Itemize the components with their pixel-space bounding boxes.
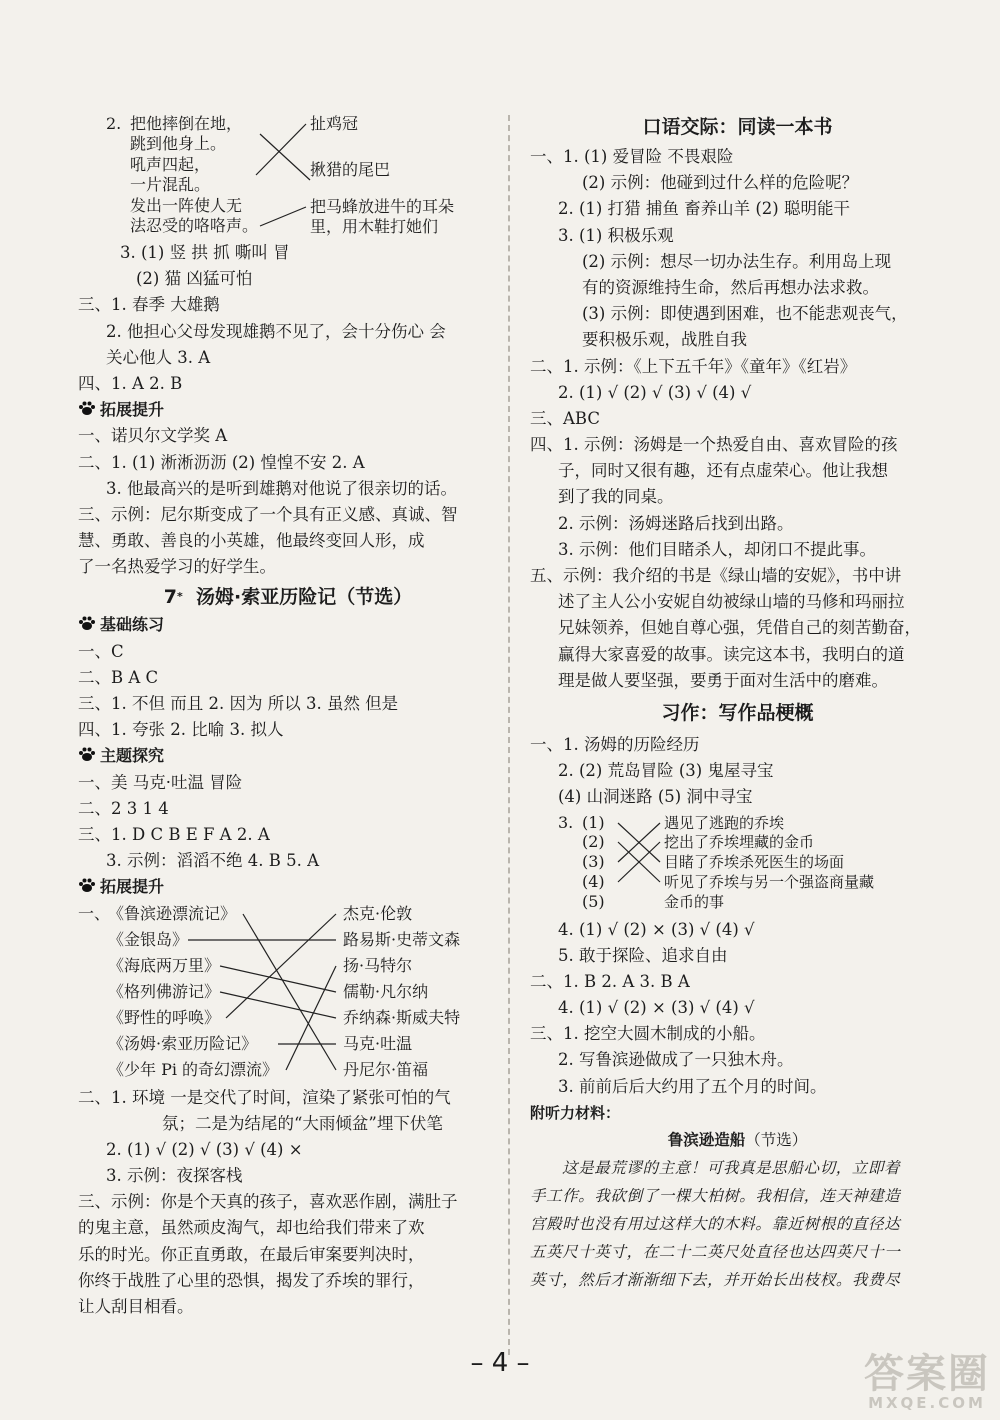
q2-right-item: 扯鸡冠 bbox=[310, 114, 359, 133]
book-item: 《野性的呼唤》 bbox=[108, 1007, 221, 1027]
answer-line: (4) 山洞迷路 (5) 洞中寻宝 bbox=[558, 787, 753, 807]
column-divider bbox=[508, 115, 510, 1355]
q2-left-item: 发出一阵使人无 bbox=[130, 196, 243, 215]
q3-event: 挖出了乔埃埋藏的金币 bbox=[664, 832, 815, 851]
answer-line: 三、ABC bbox=[530, 408, 600, 428]
q3-label: 3. bbox=[558, 812, 574, 832]
lesson-optional-mark: * bbox=[177, 590, 183, 604]
answer-line: 子，同时又很有趣，还有点虚荣心。他让我想 bbox=[558, 461, 888, 481]
paw-icon bbox=[78, 398, 96, 412]
q2-right-item: 揪猎的尾巴 bbox=[310, 160, 391, 179]
q2-connector-lines bbox=[78, 112, 498, 240]
q2-label: 2. bbox=[106, 114, 122, 133]
author-item: 乔纳森·斯威夫特 bbox=[343, 1007, 461, 1027]
book-author-matching bbox=[78, 901, 498, 1085]
answer-line: 2. (1) √ (2) √ (3) √ (4) √ bbox=[558, 382, 752, 402]
answer-line: 四、1. A 2. B bbox=[78, 373, 183, 393]
answer-line: 3. (1) 竖 拱 抓 嘶叫 冒 bbox=[120, 243, 290, 262]
answer-line: 三、示例：你是个天真的孩子，喜欢恶作剧，满肚子 bbox=[78, 1192, 458, 1212]
book-item: 《汤姆·索亚历险记》 bbox=[108, 1033, 258, 1053]
listening-line: 英寸，然后才渐渐细下去，并开始长出枝杈。我费尽 bbox=[530, 1271, 901, 1289]
matching-exercise-q3 bbox=[530, 811, 945, 917]
author-item: 马克·吐温 bbox=[343, 1033, 413, 1053]
author-item: 扬·马特尔 bbox=[343, 955, 413, 975]
book-item: 《金银岛》 bbox=[108, 929, 189, 949]
answer-line: 一、1. 汤姆的历险经历 bbox=[530, 734, 700, 754]
book-item: 《格列佛游记》 bbox=[108, 981, 221, 1001]
author-item: 杰克·伦敦 bbox=[343, 903, 413, 923]
book-item: 《海底两万里》 bbox=[108, 955, 221, 975]
answer-line: 慧、勇敢、善良的小英雄，他最终变回人形，成 bbox=[78, 531, 425, 551]
answer-line: 乐的时光。你正直勇敢，在最后审案要判决时， bbox=[78, 1244, 425, 1264]
right-column bbox=[530, 112, 945, 1294]
section-heading bbox=[78, 743, 498, 769]
q3-event: 金币的事 bbox=[664, 892, 725, 911]
answer-line: 到了我的同桌。 bbox=[558, 487, 674, 507]
author-item: 儒勒·凡尔纳 bbox=[343, 981, 429, 1001]
section-heading bbox=[78, 612, 498, 638]
answer-line: 二、1. 环境 一是交代了时间，渲染了紧张可怕的气 bbox=[78, 1087, 451, 1107]
listening-material-label: 附听力材料： bbox=[530, 1103, 621, 1122]
watermark-url: MXQE.COM bbox=[868, 1394, 986, 1412]
answer-line: 一、诺贝尔文学奖 A bbox=[78, 426, 228, 446]
match-prefix: 一、 bbox=[78, 903, 111, 923]
book-item: 《鲁滨逊漂流记》 bbox=[108, 903, 237, 923]
watermark-logo bbox=[864, 1351, 990, 1412]
book-item: 《少年 Pi 的奇幻漂流》 bbox=[108, 1059, 279, 1079]
answer-line: 2. (1) 打猎 捕鱼 畜养山羊 (2) 聪明能干 bbox=[558, 199, 850, 219]
section-title-writing: 习作：写作品梗概 bbox=[661, 701, 814, 724]
page-number: – 4 – bbox=[470, 1348, 530, 1378]
answer-line: 兄妹领养，但她自尊心强，凭借自己的刻苦勤奋， bbox=[558, 618, 921, 638]
q3-event: 遇见了逃跑的乔埃 bbox=[664, 813, 785, 832]
section-heading-label: 基础练习 bbox=[100, 615, 165, 635]
answer-line: (2) 示例：想尽一切办法生存。利用岛上现 bbox=[582, 251, 892, 271]
answer-line: 二、1. B 2. A 3. B A bbox=[530, 971, 690, 991]
answer-line: 2. (2) 荒岛冒险 (3) 鬼屋寻宝 bbox=[558, 761, 774, 781]
answer-line: 二、1. 示例：《上下五千年》《童年》《红岩》 bbox=[530, 356, 857, 376]
answer-line: 一、C bbox=[78, 641, 124, 661]
answer-line: 理是做人要坚强，要勇于面对生活中的磨难。 bbox=[558, 670, 888, 690]
listening-title-note: （节选） bbox=[745, 1131, 808, 1149]
book-author-connector-lines bbox=[78, 901, 498, 1085]
paw-icon bbox=[78, 875, 96, 889]
answer-line: 的鬼主意，虽然顽皮淘气，却也给我们带来了欢 bbox=[78, 1218, 425, 1238]
answer-line: 一、1. (1) 爱冒险 不畏艰险 bbox=[530, 147, 734, 166]
q3-number: (3) bbox=[582, 851, 605, 871]
author-item: 路易斯·史蒂文森 bbox=[343, 929, 461, 949]
answer-line: 有的资源维持生命，然后再想办法求救。 bbox=[582, 277, 879, 297]
answer-line: 4. (1) √ (2) × (3) √ (4) √ bbox=[558, 919, 755, 939]
answer-line: 氛；二是为结尾的“大雨倾盆”埋下伏笔 bbox=[162, 1113, 443, 1133]
answer-line: 三、示例：尼尔斯变成了一个具有正义感、真诚、智 bbox=[78, 504, 458, 524]
answer-line: 关心他人 3. A bbox=[106, 347, 211, 367]
paw-icon bbox=[78, 744, 96, 758]
answer-line: 二、1. (1) 淅淅沥沥 (2) 惶惶不安 2. A bbox=[78, 452, 365, 472]
answer-line: 二、B A C bbox=[78, 667, 159, 687]
answer-line: (2) 猫 凶猛可怕 bbox=[136, 269, 253, 289]
answer-line: 述了主人公小安妮自幼被绿山墙的马修和玛丽拉 bbox=[558, 592, 905, 612]
paw-icon bbox=[78, 613, 96, 627]
section-title-oral: 口语交际：同读一本书 bbox=[642, 116, 833, 138]
watermark-text: 答案圈 bbox=[864, 1351, 990, 1397]
q3-number: (5) bbox=[582, 891, 605, 911]
listening-title bbox=[530, 1126, 945, 1154]
left-column bbox=[78, 112, 498, 1320]
answer-line: 五、示例：我介绍的书是《绿山墙的安妮》，书中讲 bbox=[530, 566, 902, 585]
section-heading bbox=[78, 874, 498, 900]
matching-exercise-q2 bbox=[78, 112, 498, 240]
answer-line: 三、1. 不但 而且 2. 因为 所以 3. 虽然 但是 bbox=[78, 694, 399, 713]
answer-line: 5. 敢于探险、追求自由 bbox=[558, 945, 728, 965]
q3-event: 目睹了乔埃杀死医生的场面 bbox=[664, 852, 845, 871]
answer-line: 3. 他最高兴的是听到雄鹅对他说了很亲切的话。 bbox=[106, 478, 457, 498]
section-heading bbox=[78, 397, 498, 423]
lesson-title-text: 汤姆·索亚历险记（节选） bbox=[196, 586, 413, 609]
answer-line: 四、1. 示例：汤姆是一个热爱自由、喜欢冒险的孩 bbox=[530, 435, 898, 455]
answer-line: (2) 示例：他碰到过什么样的危险呢？ bbox=[582, 173, 859, 193]
q3-event: 听见了乔埃与另一个强盗商量藏 bbox=[664, 872, 875, 891]
answer-line: 四、1. 夸张 2. 比喻 3. 拟人 bbox=[78, 720, 284, 740]
answer-line: (3) 示例：即使遇到困难，也不能悲观丧气， bbox=[582, 304, 908, 324]
answer-line: 2. 他担心父母发现雄鹅不见了，会十分伤心 会 bbox=[106, 321, 446, 341]
section-heading-label: 拓展提升 bbox=[100, 877, 165, 897]
answer-line: 一、美 马克·吐温 冒险 bbox=[78, 772, 243, 792]
answer-line: 三、1. D C B E F A 2. A bbox=[78, 824, 270, 844]
answer-line: 3. 示例：滔滔不绝 4. B 5. A bbox=[106, 851, 319, 871]
q3-number: (1) bbox=[582, 812, 605, 832]
section-heading-label: 拓展提升 bbox=[100, 400, 165, 420]
answer-line: 二、2 3 1 4 bbox=[78, 798, 169, 818]
q3-number: (4) bbox=[582, 871, 605, 891]
listening-line: 这是最荒谬的主意！可我真是思船心切，立即着 bbox=[562, 1159, 901, 1177]
answer-line: 3. 示例：夜探客栈 bbox=[106, 1166, 243, 1186]
answer-line: 4. (1) √ (2) × (3) √ (4) √ bbox=[558, 998, 755, 1018]
q3-connector-lines bbox=[530, 811, 945, 917]
lesson-title bbox=[78, 582, 498, 612]
q2-left-item: 把他摔倒在地， bbox=[130, 114, 243, 133]
listening-line: 手工作。我砍倒了一棵大柏树。我相信，连天神建造 bbox=[530, 1187, 901, 1205]
answer-line: 2. (1) √ (2) √ (3) √ (4) × bbox=[106, 1139, 303, 1159]
answer-line: 你终于战胜了心里的恐惧，揭发了乔埃的罪行， bbox=[78, 1270, 425, 1290]
listening-title-text: 鲁滨逊造船 bbox=[667, 1131, 746, 1149]
author-item: 丹尼尔·笛福 bbox=[343, 1059, 429, 1079]
answer-line: 三、1. 春季 大雄鹅 bbox=[78, 295, 220, 315]
answer-line: 让人刮目相看。 bbox=[78, 1297, 194, 1316]
q2-left-item: 法忍受的咯咯声。 bbox=[130, 216, 259, 235]
q3-number: (2) bbox=[582, 831, 605, 851]
q2-left-item: 跳到他身上。 bbox=[130, 134, 227, 153]
answer-line: 3. 示例：他们目睹杀人，却闭口不提此事。 bbox=[558, 539, 876, 559]
listening-line: 宫殿时也没有用过这样大的木料。靠近树根的直径达 bbox=[530, 1215, 901, 1233]
answer-line: 要积极乐观，战胜自我 bbox=[582, 330, 747, 350]
answer-line: 3. (1) 积极乐观 bbox=[558, 225, 674, 245]
answer-line: 2. 写鲁滨逊做成了一只独木舟。 bbox=[558, 1050, 794, 1070]
answer-line: 3. 前前后后大约用了五个月的时间。 bbox=[558, 1076, 827, 1096]
q2-right-item: 把马蜂放进牛的耳朵 bbox=[310, 197, 455, 216]
answer-line: 2. 示例：汤姆迷路后找到出路。 bbox=[558, 513, 794, 533]
q2-left-item: 一片混乱。 bbox=[130, 175, 211, 194]
answer-line: 赢得大家喜爱的故事。读完这本书，我明白的道 bbox=[558, 644, 905, 664]
q2-right-item: 里，用木鞋打她们 bbox=[310, 217, 439, 236]
answer-line: 了一名热爱学习的好学生。 bbox=[78, 557, 276, 577]
answer-line: 三、1. 挖空大圆木制成的小船。 bbox=[530, 1024, 766, 1044]
section-heading-label: 主题探究 bbox=[100, 746, 165, 766]
listening-line: 五英尺十英寸，在二十二英尺处直径也达四英尺十一 bbox=[530, 1243, 901, 1261]
lesson-number: 7 bbox=[163, 586, 177, 609]
q2-left-item: 吼声四起， bbox=[130, 155, 211, 174]
